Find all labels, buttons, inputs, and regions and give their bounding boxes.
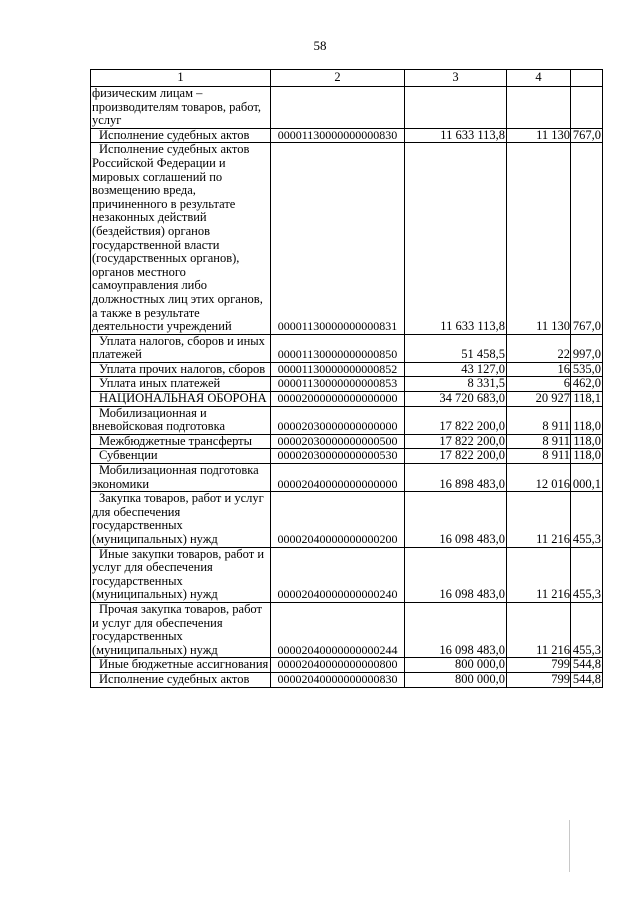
- row-name: Исполнение судебных актов: [99, 671, 250, 686]
- row-name: Иные закупки товаров, работ и услуг для обеспечения государственных (муниципальных) нужд: [92, 546, 265, 602]
- row-name-cell: [91, 672, 271, 687]
- row-exec-frac: 767,0: [571, 143, 603, 334]
- row-exec-frac: [571, 87, 603, 129]
- row-exec-int: 8 911: [507, 434, 571, 449]
- row-code: 00002040000000000244: [271, 602, 405, 657]
- row-name: Закупка товаров, работ и услуг для обеспечения государственных (муниципальных) нужд: [92, 491, 264, 546]
- table-row: [91, 547, 603, 602]
- row-code: 00001130000000000831: [271, 143, 405, 334]
- row-name-cell: [91, 547, 271, 602]
- row-name: Уплата налогов, сборов и иных платежей: [92, 333, 265, 362]
- header-col-4-extra: [571, 70, 603, 87]
- row-name-cell: [91, 143, 271, 334]
- row-exec-int: 6: [507, 377, 571, 392]
- row-code: 00001130000000000852: [271, 362, 405, 377]
- row-exec-int: 11 216: [507, 492, 571, 547]
- row-name: физическим лицам – производителям товаров, работ, услуг: [92, 86, 261, 128]
- row-name: НАЦИОНАЛЬНАЯ ОБОРОНА: [99, 391, 267, 406]
- row-exec-int: 20 927: [507, 392, 571, 407]
- header-col-2: 2: [271, 70, 405, 87]
- header-col-1: 1: [91, 70, 271, 87]
- row-name: Иные бюджетные ассигнования: [99, 657, 269, 672]
- row-plan: 800 000,0: [405, 658, 507, 673]
- row-exec-frac: 118,0: [571, 449, 603, 464]
- row-name: Субвенции: [99, 448, 158, 463]
- row-exec-int: 12 016: [507, 464, 571, 492]
- row-code: 00002030000000000530: [271, 449, 405, 464]
- table-row: [91, 362, 603, 377]
- row-name: Мобилизационная подготовка экономики: [92, 463, 259, 491]
- row-plan: 17 822 200,0: [405, 406, 507, 434]
- row-name: Уплата иных платежей: [99, 376, 221, 391]
- row-name-cell: [91, 492, 271, 547]
- row-name-cell: [91, 87, 271, 129]
- row-name: Уплата прочих налогов, сборов: [99, 361, 266, 376]
- row-plan: 11 633 113,8: [405, 143, 507, 334]
- row-plan: 800 000,0: [405, 672, 507, 687]
- row-exec-int: 8 911: [507, 406, 571, 434]
- row-exec-int: 11 130: [507, 128, 571, 143]
- row-plan: 51 458,5: [405, 334, 507, 362]
- row-name-cell: [91, 434, 271, 449]
- row-code: 00002040000000000200: [271, 492, 405, 547]
- row-exec-int: 16: [507, 362, 571, 377]
- row-exec-int: 22: [507, 334, 571, 362]
- row-code: 00001130000000000853: [271, 377, 405, 392]
- row-plan: 43 127,0: [405, 362, 507, 377]
- row-exec-frac: 997,0: [571, 334, 603, 362]
- row-exec-frac: 000,1: [571, 464, 603, 492]
- row-plan: [405, 87, 507, 129]
- table-row: [91, 434, 603, 449]
- row-exec-int: 8 911: [507, 449, 571, 464]
- row-plan: 8 331,5: [405, 377, 507, 392]
- row-plan: 16 098 483,0: [405, 547, 507, 602]
- row-exec-int: 11 216: [507, 547, 571, 602]
- row-exec-int: [507, 87, 571, 129]
- row-code: 00001130000000000830: [271, 128, 405, 143]
- table-row: [91, 87, 603, 129]
- row-exec-frac: 118,0: [571, 406, 603, 434]
- table-row: [91, 602, 603, 657]
- table-row: [91, 128, 603, 143]
- table-header-row: [91, 70, 603, 87]
- row-exec-int: 799: [507, 672, 571, 687]
- row-code: 00002040000000000800: [271, 658, 405, 673]
- row-name-cell: [91, 362, 271, 377]
- row-name-cell: [91, 602, 271, 657]
- row-code: 00002040000000000240: [271, 547, 405, 602]
- row-name: Исполнение судебных актов: [99, 127, 250, 142]
- row-exec-frac: 118,1: [571, 392, 603, 407]
- row-plan: 16 898 483,0: [405, 464, 507, 492]
- row-name-cell: [91, 334, 271, 362]
- row-name-cell: [91, 128, 271, 143]
- row-plan: 17 822 200,0: [405, 434, 507, 449]
- table-row: [91, 143, 603, 334]
- row-exec-frac: 462,0: [571, 377, 603, 392]
- row-exec-frac: 118,0: [571, 434, 603, 449]
- row-code: 00002040000000000000: [271, 464, 405, 492]
- row-name-cell: [91, 377, 271, 392]
- row-plan: 16 098 483,0: [405, 492, 507, 547]
- row-code: 00002040000000000830: [271, 672, 405, 687]
- row-exec-int: 11 216: [507, 602, 571, 657]
- row-name-cell: [91, 406, 271, 434]
- row-name: Межбюджетные трансферты: [99, 433, 253, 448]
- row-exec-frac: 455,3: [571, 602, 603, 657]
- table-row: [91, 392, 603, 407]
- row-name-cell: [91, 658, 271, 673]
- header-col-4: 4: [507, 70, 571, 87]
- row-name-cell: [91, 449, 271, 464]
- table-row: [91, 492, 603, 547]
- row-name: Прочая закупка товаров, работ и услуг для обеспечения государственных (муниципальных) нужд: [92, 601, 262, 657]
- row-exec-int: 11 130: [507, 143, 571, 334]
- table-row: [91, 334, 603, 362]
- budget-table: [90, 69, 603, 688]
- row-plan: 11 633 113,8: [405, 128, 507, 143]
- row-exec-frac: 767,0: [571, 128, 603, 143]
- table-row: [91, 377, 603, 392]
- header-col-3: 3: [405, 70, 507, 87]
- table-row: [91, 658, 603, 673]
- row-code: 00002030000000000000: [271, 406, 405, 434]
- row-code: 00002000000000000000: [271, 392, 405, 407]
- row-plan: 17 822 200,0: [405, 449, 507, 464]
- row-exec-frac: 535,0: [571, 362, 603, 377]
- row-exec-int: 799: [507, 658, 571, 673]
- row-code: 00001130000000000850: [271, 334, 405, 362]
- row-name: Исполнение судебных актов Российской Федерации и мировых соглашений по возмещению вреда, причиненного в результате незаконных действий (бездействия) органов государственной власти (государственных органов), органов местного самоуправления либо должностных лиц этих органов, а также в результате деятельности учреждений: [92, 142, 263, 334]
- table-row: [91, 406, 603, 434]
- scan-artifact-line: [569, 820, 570, 872]
- row-code: 00002030000000000500: [271, 434, 405, 449]
- table-row: [91, 464, 603, 492]
- row-exec-frac: 544,8: [571, 672, 603, 687]
- row-name-cell: [91, 464, 271, 492]
- row-name: Мобилизационная и вневойсковая подготовка: [92, 405, 226, 434]
- table-row: [91, 449, 603, 464]
- row-code: [271, 87, 405, 129]
- row-exec-frac: 455,3: [571, 547, 603, 602]
- row-name-cell: [91, 392, 271, 407]
- table-body: [91, 87, 603, 688]
- row-exec-frac: 455,3: [571, 492, 603, 547]
- page-number: 58: [313, 38, 327, 53]
- row-plan: 34 720 683,0: [405, 392, 507, 407]
- table-row: [91, 672, 603, 687]
- row-exec-frac: 544,8: [571, 658, 603, 673]
- row-plan: 16 098 483,0: [405, 602, 507, 657]
